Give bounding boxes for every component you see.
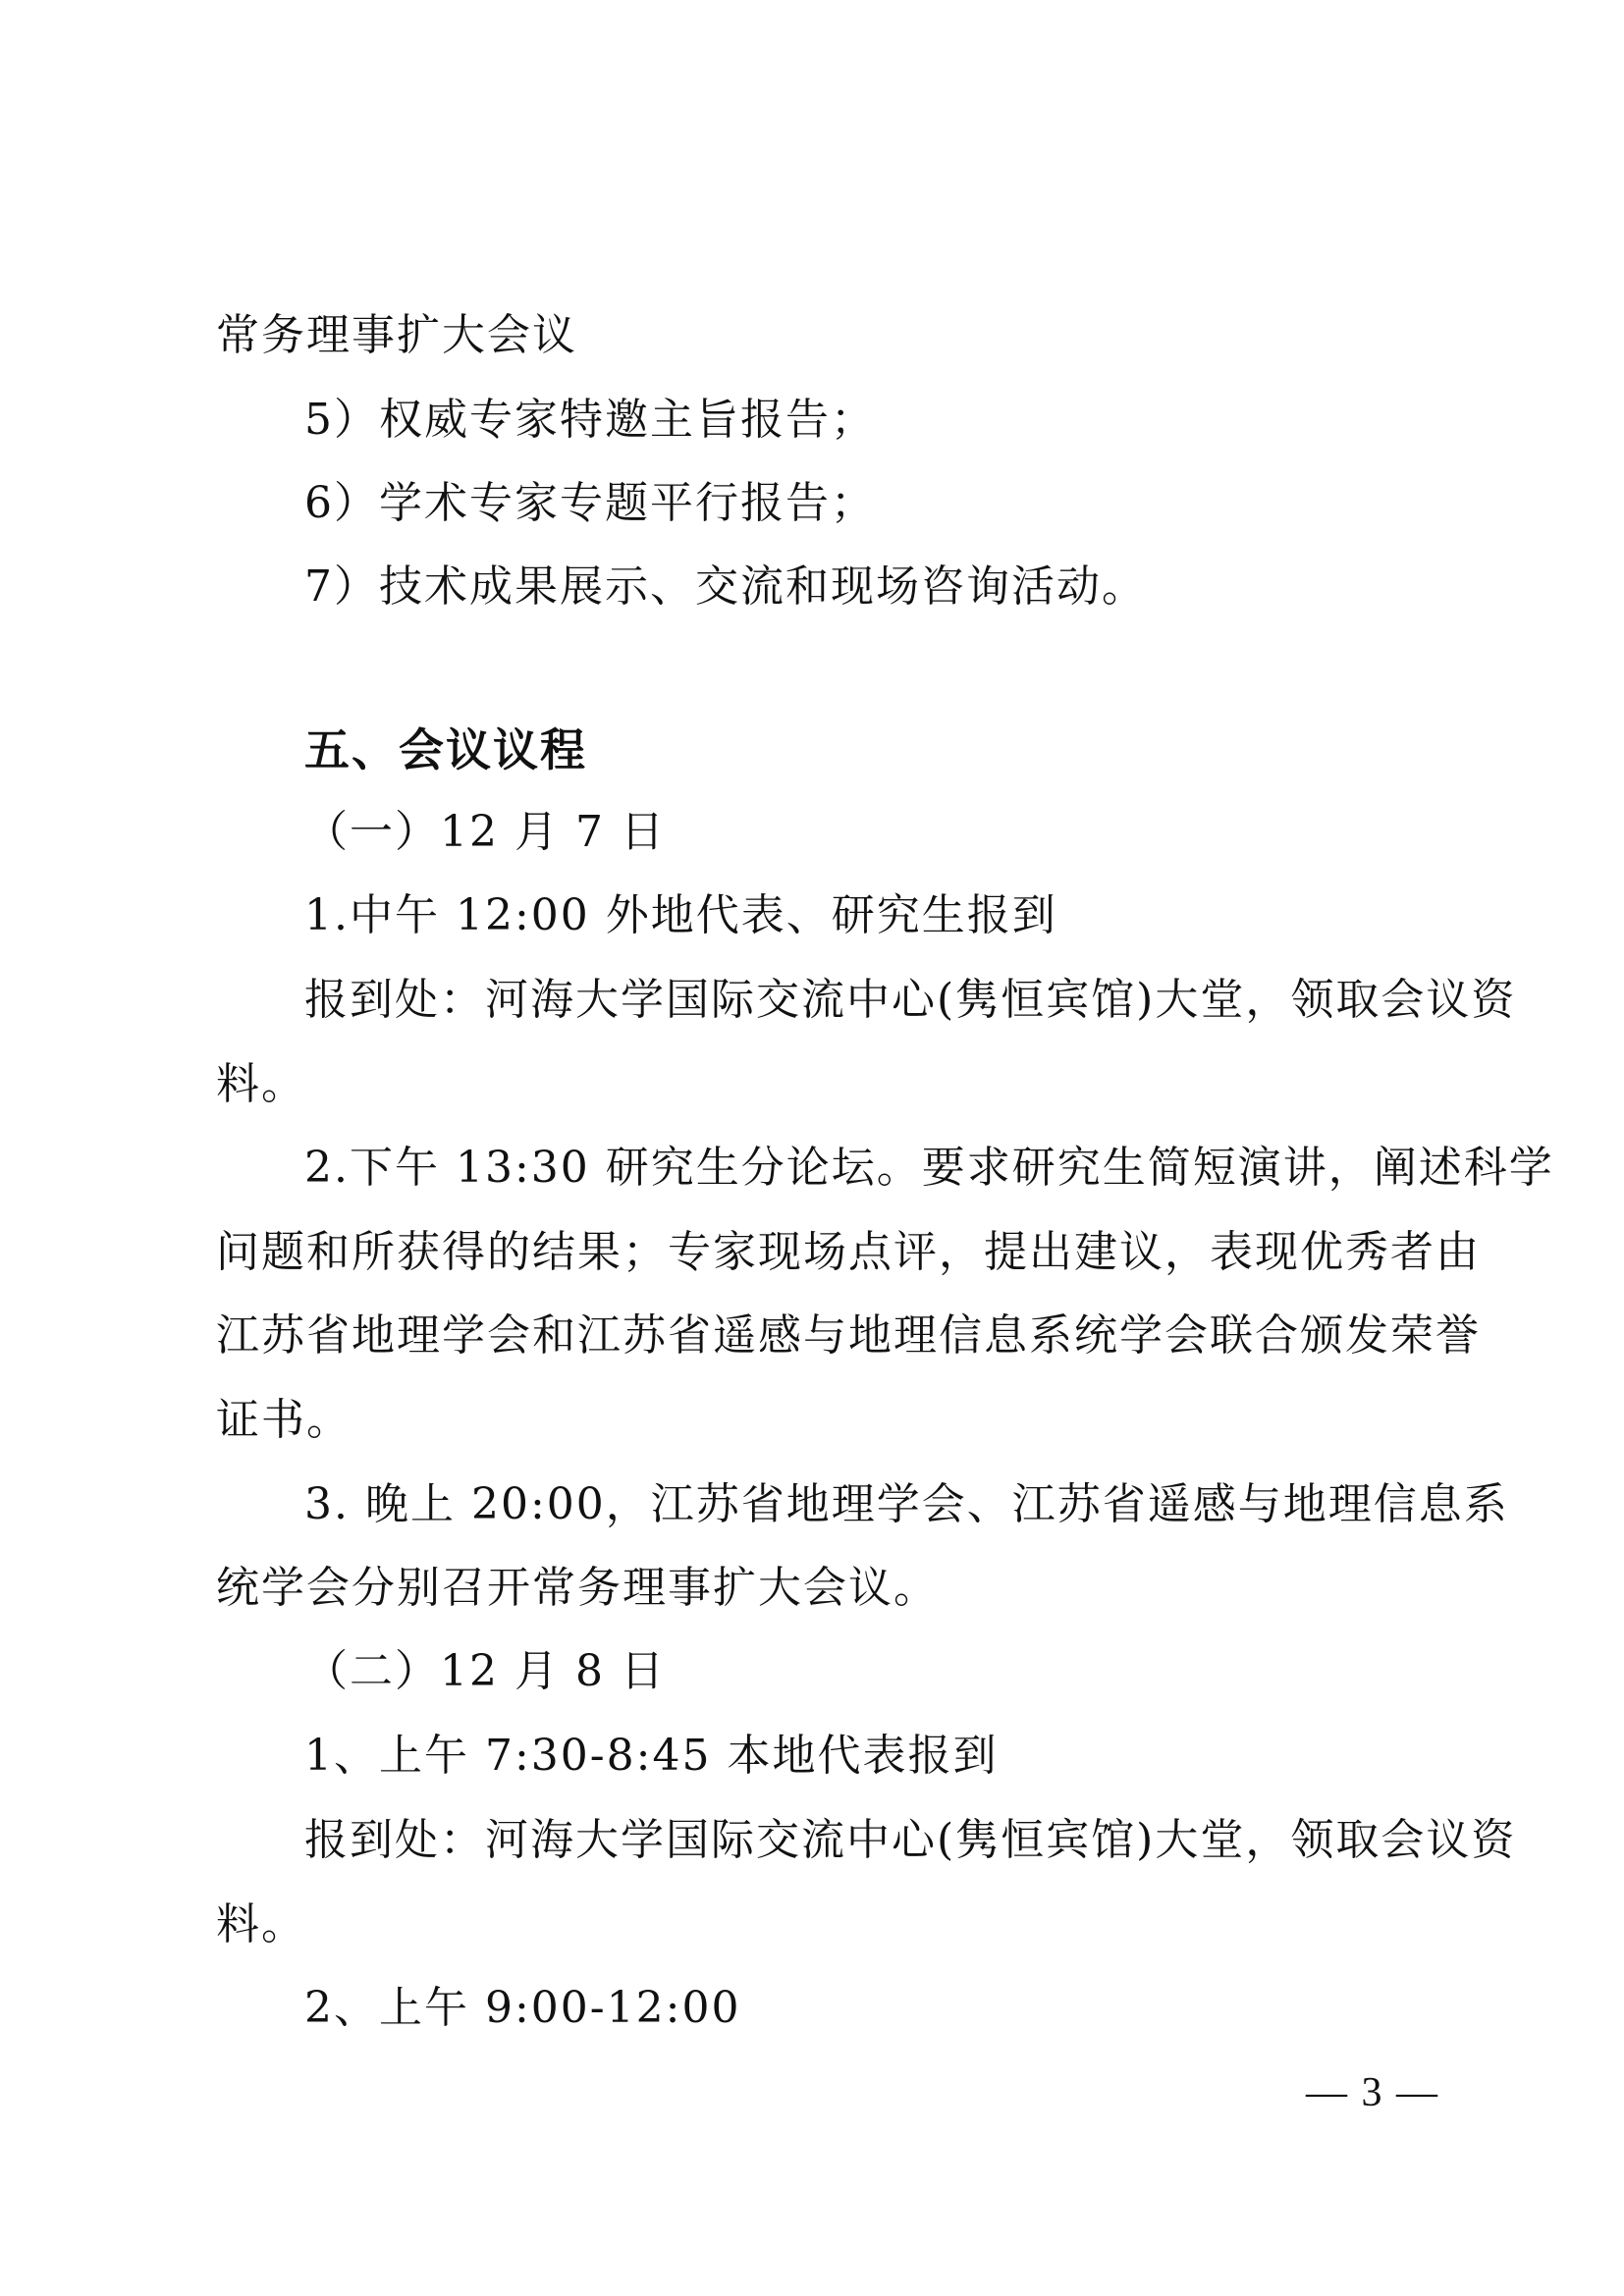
paragraph-line: 问题和所获得的结果；专家现场点评，提出建议，表现优秀者由 (216, 1227, 1481, 1277)
agenda-item: 2、上午 9:00-12:00 (304, 1983, 741, 2033)
paragraph-line: 3. 晚上 20:00，江苏省地理学会、江苏省遥感与地理信息系 (304, 1479, 1509, 1529)
paragraph-line: 统学会分别召开常务理事扩大会议。 (216, 1563, 939, 1613)
agenda-item: 1、上午 7:30-8:45 本地代表报到 (304, 1731, 999, 1781)
paragraph-line: 报到处：河海大学国际交流中心(隽恒宾馆)大堂，领取会议资 (304, 1815, 1517, 1865)
paragraph-line: 证书。 (216, 1395, 352, 1445)
paragraph-line: 报到处：河海大学国际交流中心(隽恒宾馆)大堂，领取会议资 (304, 975, 1517, 1025)
paragraph-line: 2.下午 13:30 研究生分论坛。要求研究生简短演讲，阐述科学 (304, 1143, 1554, 1193)
agenda-item: 1.中午 12:00 外地代表、研究生报到 (304, 890, 1057, 940)
paragraph-line: 料。 (216, 1059, 306, 1109)
paragraph-line: 料。 (216, 1899, 306, 1949)
list-item: 6）学术专家专题平行报告； (304, 478, 876, 528)
list-item: 7）技术成果展示、交流和现场咨询活动。 (304, 561, 1147, 612)
day-title: （二）12 月 8 日 (304, 1646, 666, 1696)
page-number: — 3 — (1306, 2070, 1439, 2115)
paragraph-line: 江苏省地理学会和江苏省遥感与地理信息系统学会联合颁发荣誉 (216, 1310, 1481, 1361)
day-title: （一）12 月 7 日 (304, 807, 666, 857)
paragraph-line: 常务理事扩大会议 (216, 310, 577, 360)
list-item: 5）权威专家特邀主旨报告； (304, 395, 876, 445)
section-title: 五、会议议程 (304, 723, 587, 776)
